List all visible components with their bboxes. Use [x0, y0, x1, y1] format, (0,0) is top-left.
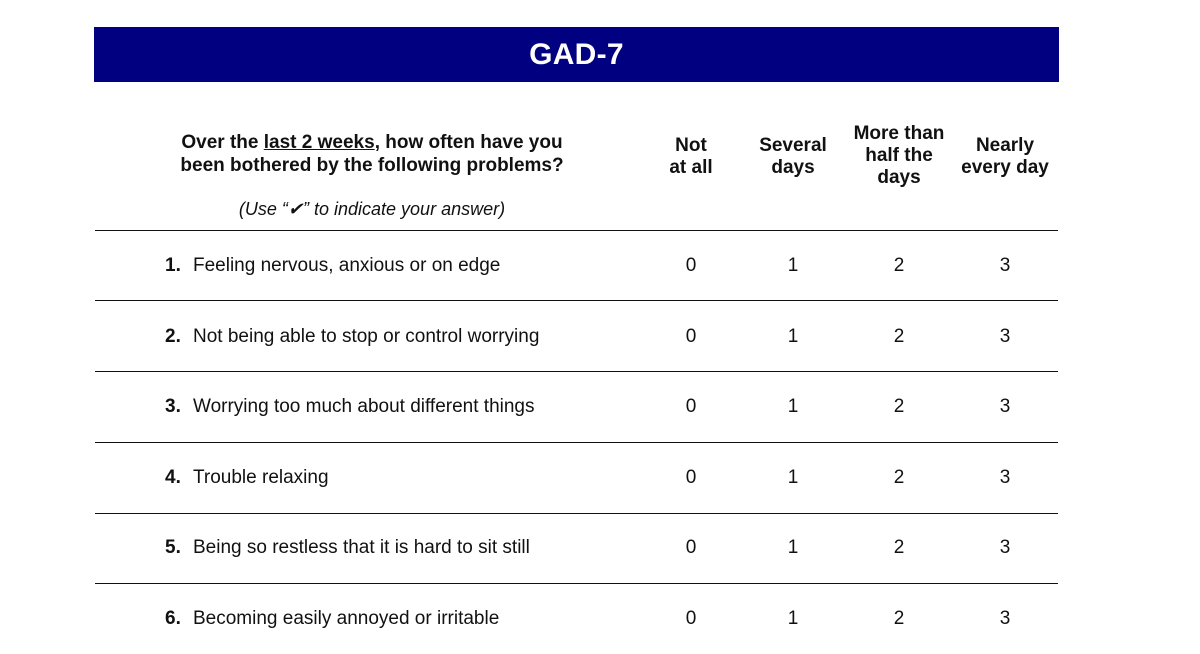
score-more-than-half[interactable]: 2 — [893, 537, 905, 558]
question-timeframe: last 2 weeks — [263, 132, 375, 153]
item-number: 4. — [165, 467, 181, 488]
score-several-days[interactable]: 1 — [787, 608, 799, 629]
item-text: Trouble relaxing — [193, 467, 329, 488]
column-header-line: Not — [675, 135, 707, 156]
score-not-at-all[interactable]: 0 — [685, 326, 697, 347]
score-several-days[interactable]: 1 — [787, 326, 799, 347]
table-row — [95, 231, 1058, 301]
table-row — [95, 443, 1058, 513]
item-number: 2. — [165, 326, 181, 347]
column-header-line: days — [877, 167, 921, 188]
score-several-days[interactable]: 1 — [787, 255, 799, 276]
item-number: 5. — [165, 537, 181, 558]
question-prompt — [140, 131, 604, 177]
table-row — [95, 584, 1058, 630]
column-header-line: half the — [865, 145, 933, 166]
column-header-line: Nearly — [975, 135, 1035, 156]
table-row — [95, 372, 1058, 442]
score-more-than-half[interactable]: 2 — [893, 608, 905, 629]
score-more-than-half[interactable]: 2 — [893, 255, 905, 276]
score-several-days[interactable]: 1 — [787, 467, 799, 488]
item-text: Not being able to stop or control worrying — [193, 326, 540, 347]
page-title: GAD-7 — [529, 37, 624, 71]
score-more-than-half[interactable]: 2 — [893, 396, 905, 417]
score-nearly-every-day[interactable]: 3 — [999, 467, 1011, 488]
score-several-days[interactable]: 1 — [787, 537, 799, 558]
column-header-not-at-all — [636, 135, 746, 179]
score-nearly-every-day[interactable]: 3 — [999, 255, 1011, 276]
table-row — [95, 302, 1058, 372]
score-not-at-all[interactable]: 0 — [685, 396, 697, 417]
question-suffix: , how often have you — [374, 132, 563, 153]
item-number: 6. — [165, 608, 181, 629]
column-header-line: at all — [669, 157, 713, 178]
column-header-line: Several — [759, 135, 827, 156]
answer-instruction — [140, 198, 604, 220]
score-more-than-half[interactable]: 2 — [893, 326, 905, 347]
score-nearly-every-day[interactable]: 3 — [999, 326, 1011, 347]
item-number: 3. — [165, 396, 181, 417]
item-number: 1. — [165, 255, 181, 276]
score-more-than-half[interactable]: 2 — [893, 467, 905, 488]
item-text: Becoming easily annoyed or irritable — [193, 608, 500, 629]
column-header-more-than-half — [844, 123, 954, 189]
column-header-line: every day — [961, 157, 1049, 178]
item-text: Worrying too much about different things — [193, 396, 535, 417]
score-not-at-all[interactable]: 0 — [685, 467, 697, 488]
score-nearly-every-day[interactable]: 3 — [999, 608, 1011, 629]
score-not-at-all[interactable]: 0 — [685, 608, 697, 629]
score-nearly-every-day[interactable]: 3 — [999, 396, 1011, 417]
score-nearly-every-day[interactable]: 3 — [999, 537, 1011, 558]
title-banner — [94, 27, 1059, 82]
column-header-line: days — [771, 157, 815, 178]
table-row — [95, 513, 1058, 583]
column-header-line: More than — [853, 123, 945, 144]
checkmark-icon: ✔ — [287, 199, 303, 219]
score-several-days[interactable]: 1 — [787, 396, 799, 417]
instruction-before: (Use “ — [238, 199, 288, 219]
row-divider — [95, 300, 1058, 301]
item-text: Feeling nervous, anxious or on edge — [193, 255, 501, 276]
question-prefix: Over the — [181, 132, 264, 153]
column-header-nearly-every-day — [950, 135, 1060, 179]
instruction-after: ” to indicate your answer) — [303, 199, 506, 219]
score-not-at-all[interactable]: 0 — [685, 537, 697, 558]
question-line-2: been bothered by the following problems? — [180, 155, 564, 176]
item-text: Being so restless that it is hard to sit still — [193, 537, 530, 558]
column-header-several-days — [738, 135, 848, 179]
score-not-at-all[interactable]: 0 — [685, 255, 697, 276]
